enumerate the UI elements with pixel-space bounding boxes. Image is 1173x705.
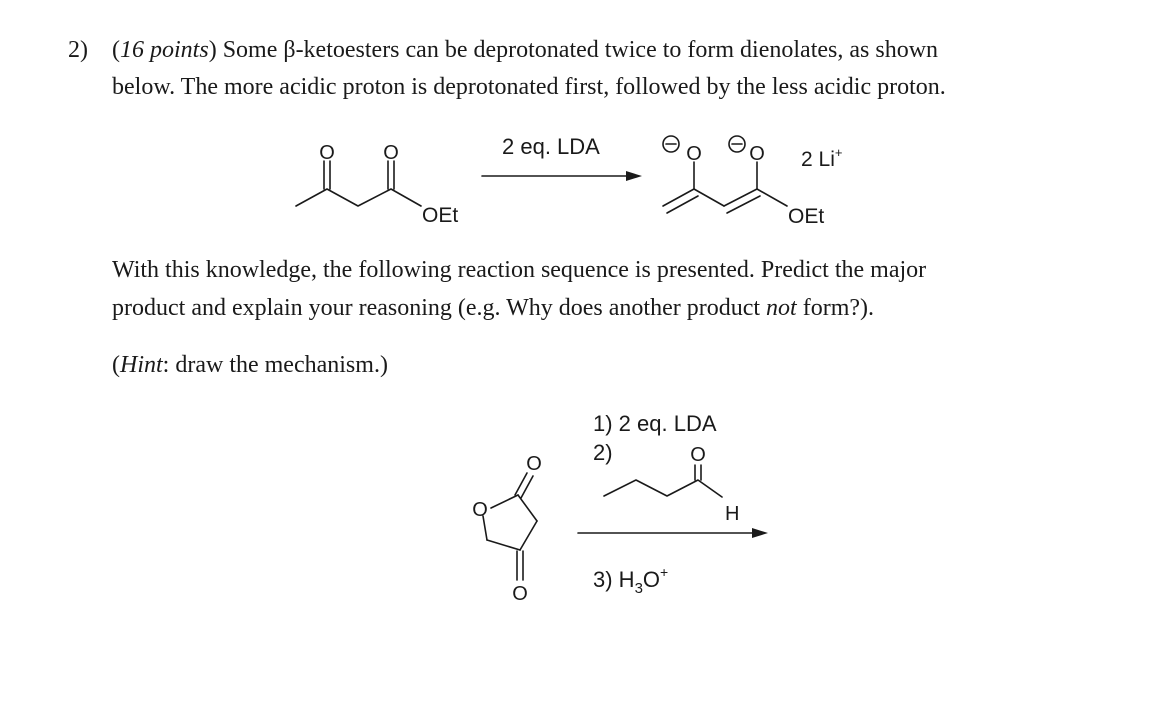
question-line-2: below. The more acidic proton is deprotonated first, followed by the less acidic proton. — [112, 74, 946, 100]
start-ester-label: OEt — [422, 204, 459, 227]
lactone-ketone-oxygen-label: O — [526, 453, 542, 475]
ester-carbonyl-oxygen-label: O — [383, 142, 399, 164]
aldehyde-oxygen-label: O — [690, 444, 706, 466]
negative-charge-icon — [663, 136, 679, 152]
butanal-structure — [604, 465, 722, 497]
question-points: 16 points — [120, 37, 209, 63]
scheme2-step-1: 1) 2 eq. LDA — [593, 411, 717, 436]
dienolate-structure — [663, 162, 787, 213]
enolate-oxygen-label-2: O — [749, 143, 765, 165]
aldehyde-h-label: H — [725, 503, 740, 525]
question-number: 2) — [68, 37, 88, 63]
question-line-1: (16 points) Some β-ketoesters can be deprotonated twice to form dienolates, as shown — [112, 37, 939, 63]
keto-lactone-structure — [483, 473, 537, 580]
scheme2-step-3: 3) $H_3O^+$ — [593, 564, 669, 597]
lactone-carbonyl-oxygen-label: O — [512, 583, 528, 605]
ring-oxygen-label: O — [472, 499, 488, 521]
question-line-3: With this knowledge, the following reaction sequence is presented. Predict the major — [112, 257, 927, 283]
product-ester-label: OEt — [788, 205, 825, 228]
question-line-4-b: form?). — [796, 295, 875, 321]
negative-charge-icon — [729, 136, 745, 152]
question-line-4-a: product and explain your reasoning (e.g. Why does another product — [112, 295, 767, 321]
hint-text: : draw the mechanism.) — [162, 352, 388, 378]
question-line-1-text: Some β-ketoesters can be deprotonated twice to form dienolates, as shown — [216, 37, 939, 63]
hint-line: (Hint: draw the mechanism.) — [112, 352, 388, 378]
reaction-arrow-1 — [482, 171, 642, 181]
scheme2-step-2: 2) — [593, 440, 613, 465]
question-line-4-emphasis: not — [766, 295, 797, 321]
reaction-arrow-2 — [578, 528, 768, 538]
beta-ketoester-structure — [296, 161, 421, 206]
enolate-oxygen-label-1: O — [686, 143, 702, 165]
ketone-oxygen-label: O — [319, 142, 335, 164]
counterion-label: 2 Li+ — [801, 145, 843, 171]
hint-label: Hint — [120, 352, 163, 378]
scheme1-reagent: 2 eq. LDA — [502, 134, 600, 159]
